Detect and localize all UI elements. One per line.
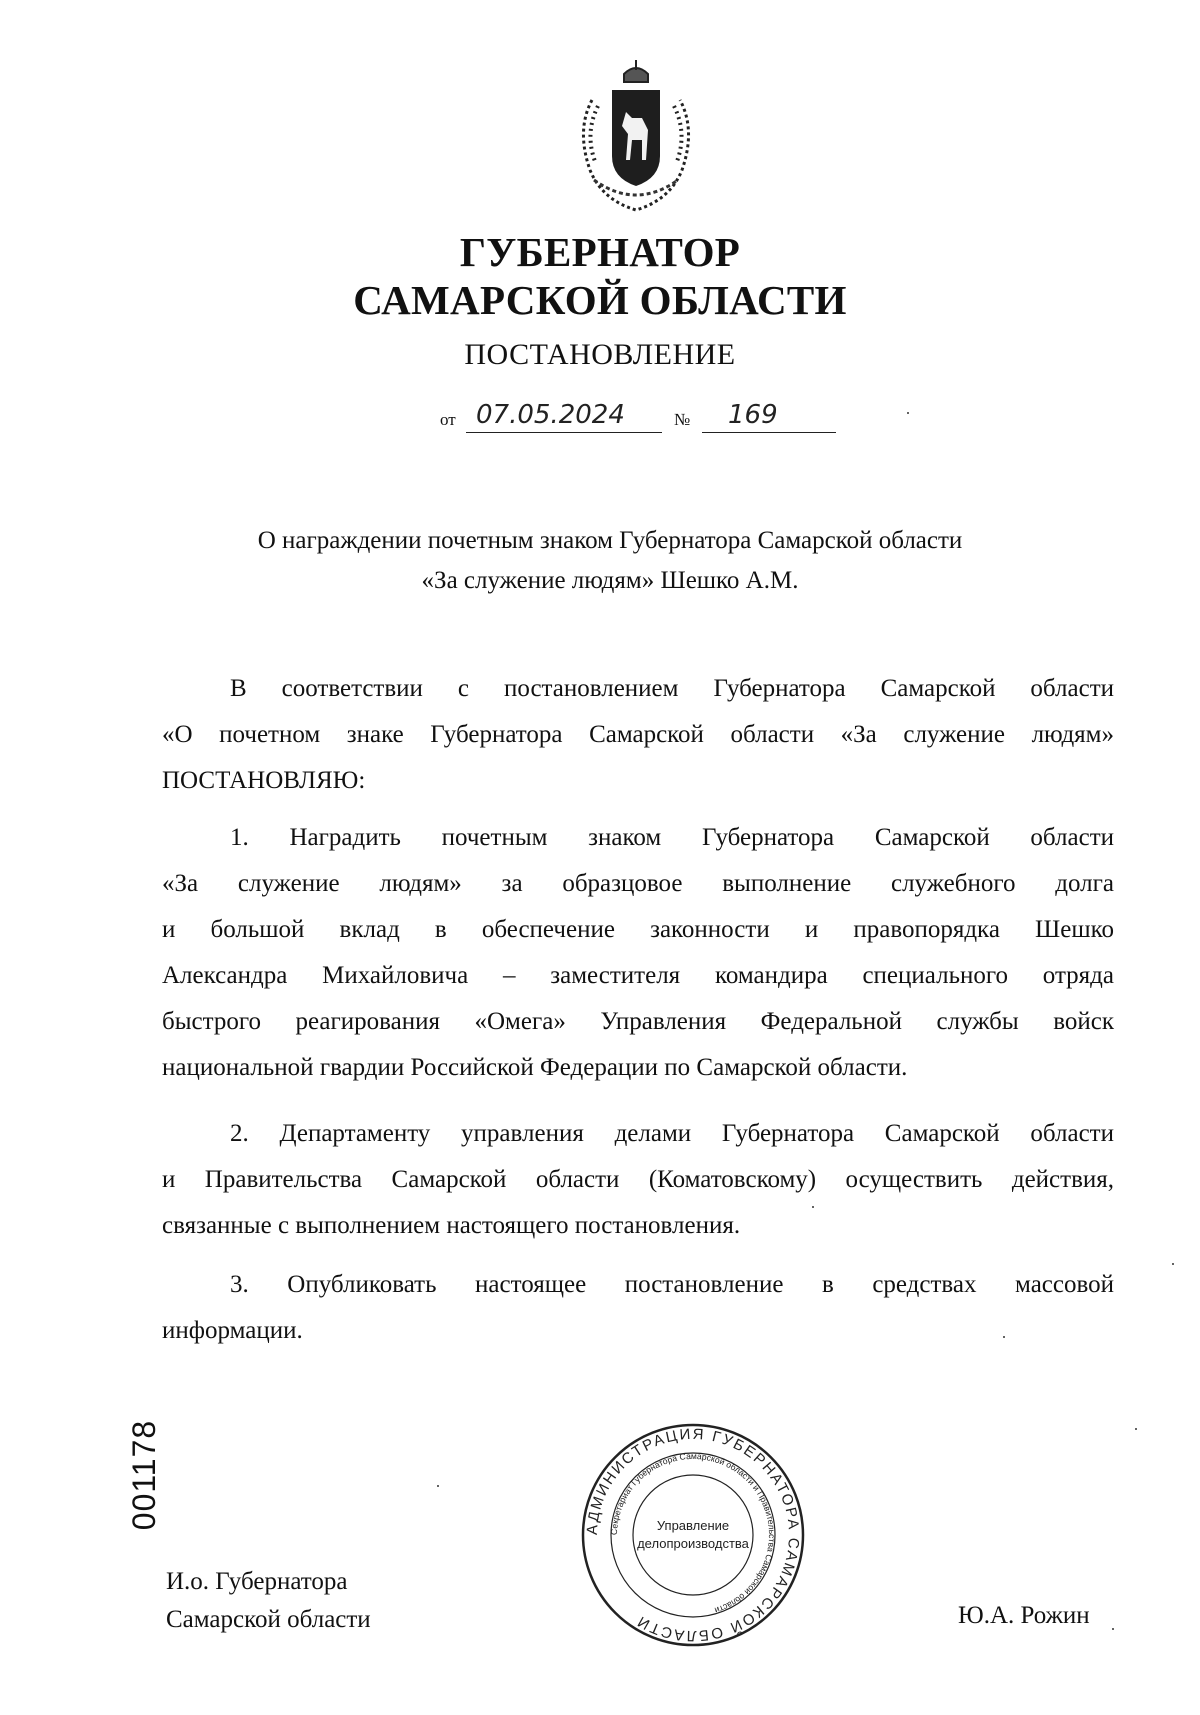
- item-1-paragraph: [162, 815, 1114, 1091]
- scan-speck: [1135, 1428, 1137, 1430]
- item-2-paragraph: [162, 1111, 1114, 1249]
- registration-number: 001178: [126, 1419, 162, 1531]
- issuer-title-line2: САМАРСКОЙ ОБЛАСТИ: [353, 277, 847, 323]
- handwritten-date: 07.05.2024: [476, 400, 625, 430]
- number-prefix: №: [674, 410, 691, 429]
- scan-speck: [907, 412, 909, 414]
- document-subject: [180, 521, 1040, 601]
- text-line: «О почетном знаке Губернатора Самарской области «За служение людям»: [162, 721, 1114, 748]
- text-line: Александра Михайловича – заместителя командира специального отряда: [162, 962, 1114, 989]
- scan-speck: [1003, 1336, 1005, 1338]
- text-line: быстрого реагирования «Омега» Управления Федеральной службы войск: [162, 1008, 1114, 1035]
- subject-line: О награждении почетным знаком Губернатора Самарской области: [257, 527, 963, 554]
- text-line: ПОСТАНОВЛЯЮ:: [162, 767, 366, 794]
- date-number-line: [440, 395, 840, 435]
- text-line: 3. Опубликовать настоящее постановление в средствах массовой: [230, 1271, 1114, 1298]
- seal-center-line2: делопроизводства: [637, 1536, 749, 1551]
- position-line: И.о. Губернатора: [166, 1568, 348, 1595]
- official-seal-stamp: [580, 1422, 806, 1648]
- subject-line: «За служение людям» Шешко А.М.: [421, 567, 799, 594]
- signatory-name: Ю.А. Рожин: [958, 1602, 1090, 1629]
- seal-outer-text: АДМИНИСТРАЦИЯ ГУБЕРНАТОРА САМАРСКОЙ ОБЛАСТИ: [583, 1425, 803, 1645]
- text-line: «За служение людям» за образцовое выполнение служебного долга: [162, 870, 1114, 897]
- number-underline: [702, 432, 836, 433]
- scan-speck: [1172, 1263, 1174, 1265]
- date-prefix: от: [440, 410, 456, 429]
- text-line: 2. Департаменту управления делами Губернатора Самарской области: [230, 1120, 1114, 1147]
- scan-speck: [812, 1206, 814, 1208]
- scan-speck: [437, 1485, 439, 1487]
- signatory-position: [166, 1563, 371, 1639]
- text-line: В соответствии с постановлением Губернатора Самарской области: [230, 675, 1114, 702]
- document-kind: ПОСТАНОВЛЕНИЕ: [464, 338, 736, 371]
- preamble-paragraph: [162, 666, 1114, 804]
- text-line: и большой вклад в обеспечение законности и правопорядка Шешко: [162, 916, 1114, 943]
- svg-text:Секретариат Губернатора Самарс: [609, 1451, 777, 1616]
- text-line: 1. Наградить почетным знаком Губернатора Самарской области: [230, 824, 1114, 851]
- seal-inner-text: Секретариат Губернатора Самарской области и Правительства Самарской области: [608, 1450, 778, 1616]
- issuer-title-line1: ГУБЕРНАТОР: [459, 229, 741, 275]
- position-line: Самарской области: [166, 1606, 371, 1633]
- text-line: и Правительства Самарской области (Коматовскому) осуществить действия,: [162, 1166, 1114, 1193]
- text-line: информации.: [162, 1317, 303, 1344]
- text-line: связанные с выполнением настоящего постановления.: [162, 1212, 741, 1239]
- text-line: национальной гвардии Российской Федерации по Самарской области.: [162, 1054, 908, 1081]
- seal-center-line1: Управление: [656, 1518, 730, 1533]
- scan-speck: [1112, 1628, 1114, 1630]
- item-3-paragraph: [162, 1262, 1114, 1354]
- date-underline: [466, 432, 662, 433]
- handwritten-number: 169: [728, 400, 778, 430]
- coat-of-arms-icon: [572, 60, 700, 216]
